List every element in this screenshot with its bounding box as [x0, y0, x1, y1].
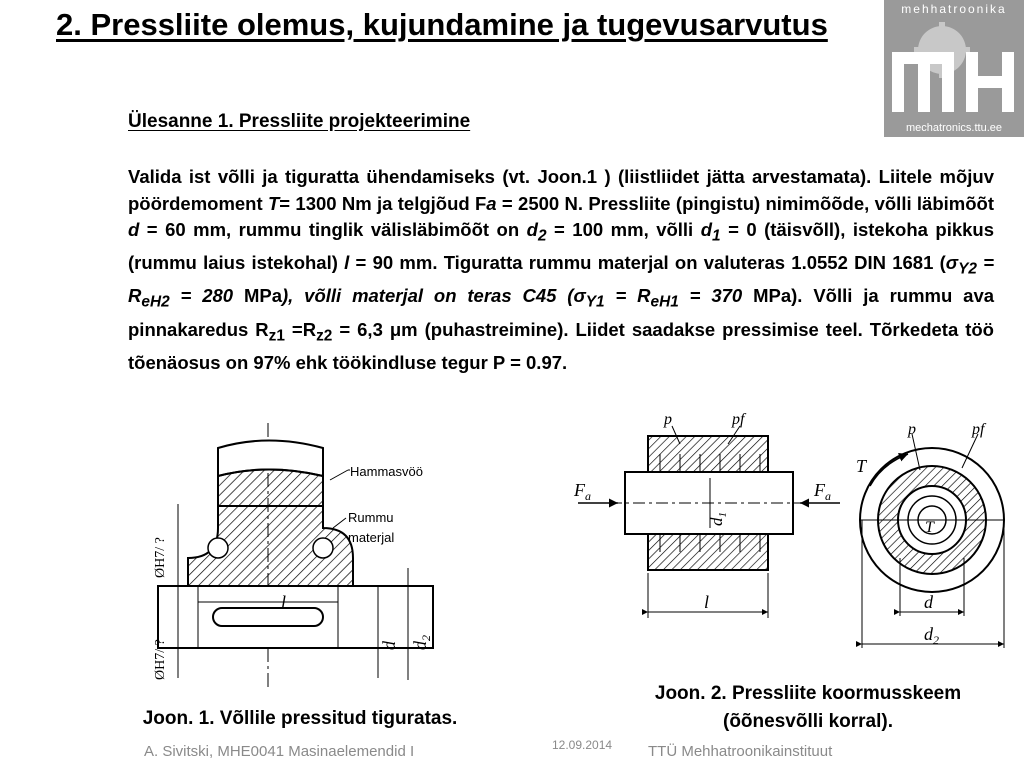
task-text: MPa: [233, 285, 282, 307]
figure2-caption-line2: (õõnesvõlli korral).: [723, 711, 893, 732]
label-axial-force-right: $F_a$: [814, 480, 831, 503]
footer-institute: TTÜ Mehhatroonikainstituut: [648, 743, 833, 760]
slide-title: 2. Pressliite olemus, kujundamine ja tugevusarvutus: [56, 7, 828, 42]
l-symbol: l: [344, 252, 350, 274]
d2-subscript: 2: [537, 227, 547, 245]
task-text: = 6,3 μm (puhastreimine). Liidet saadakse pressimise teel. Tõrkedeta töö tõenäosus on 97% ehk töökindluse tegur P = 0.97.: [128, 318, 994, 373]
task-text: = 2500 N. Pressliite (pingistu) nimimõõde, võlli läbimõõt: [496, 192, 994, 214]
label-outer-diameter: $d_2$: [924, 624, 939, 647]
logo-top-text: mehhatroonika: [901, 2, 1007, 16]
torque-symbol: T: [267, 192, 280, 214]
footer-date: 12.09.2014: [552, 738, 613, 752]
label-diameter-2: $d_2$: [410, 635, 433, 650]
label-pressure: p: [664, 411, 672, 428]
figure2-caption: [616, 680, 1000, 736]
label-length: l: [281, 592, 287, 612]
task-text: = 100 mm, võlli: [546, 219, 701, 240]
label-bore-diameter: $d_1$: [707, 512, 729, 526]
task-text: MPa). Võlli ja rummu ava pinnakaredus R: [128, 285, 995, 340]
label-friction: pf: [732, 411, 745, 428]
axial-subscript: a: [486, 192, 497, 214]
task-description: [128, 164, 994, 376]
label-fit-lower: ØH7/ ?: [153, 639, 168, 680]
task-title: Ülesanne 1. Pressliite projekteerimine: [128, 111, 471, 132]
task-text: = 0 (täisvõll), istekoha pikkus (rummu laius istekohal): [128, 219, 994, 274]
task-text: = 90 mm. Tiguratta rummu materjal on valuteras 1.0552 DIN 1681 (: [349, 252, 946, 274]
figure2-caption-line1: Joon. 2. Pressliite koormusskeem: [654, 683, 962, 704]
sigma-y2-subscript: Y2: [958, 260, 977, 278]
label-pressure-end: p: [908, 421, 916, 438]
label-hub-material-1: Rummu: [348, 510, 394, 525]
sigma-y2-value: = 280: [169, 285, 234, 307]
label-shaft-diameter: d: [924, 592, 933, 612]
sigma-y1-subscript: Y1: [585, 294, 605, 312]
sigma-y2-eq: = R: [128, 252, 994, 307]
rz1-subscript: z1: [268, 327, 285, 345]
sigma-y1: σ: [573, 285, 586, 307]
label-friction-end: pf: [972, 421, 985, 438]
sigma-y2: σ: [945, 252, 959, 274]
label-fit-upper: ØH7/ ?: [153, 537, 168, 578]
sigma-y1-eq: = R: [604, 285, 651, 307]
task-text: =R: [284, 318, 317, 340]
d1-subscript: 1: [712, 227, 721, 245]
logo-bottom-text: mechatronics.ttu.ee: [906, 122, 1002, 134]
label-fit-length: l: [704, 592, 710, 612]
task-text: Valida ist võlli ja tiguratta ühendamiseks (vt. Joon.1 ) (liistliidet jätta arvestamata). Liitele mõjuv pöördemoment: [128, 166, 994, 214]
d-symbol: d: [128, 219, 140, 240]
task-text: = 60 mm, rummu tinglik välisläbimõõt on: [139, 219, 527, 240]
sigma-y1-value: = 370: [678, 285, 743, 307]
rz2-subscript: z2: [316, 327, 333, 345]
label-torque-inner: T: [925, 519, 934, 536]
figure2-load-scheme-drawing: [570, 408, 1010, 678]
reh2-subscript: eH2: [141, 294, 170, 312]
figure1-caption: Joon. 1. Võllile pressitud tiguratas.: [142, 708, 458, 729]
d1-symbol: d: [700, 219, 713, 240]
label-torque-outer: T: [856, 456, 867, 476]
task-text: = 1300 Nm ja telgjõud F: [279, 192, 487, 214]
d2-symbol: d: [526, 219, 538, 240]
label-diameter: d: [379, 641, 399, 650]
label-gear-rim: Hammasvöö: [350, 464, 423, 479]
footer-author-course: A. Sivitski, MHE0041 Masinaelemendid I: [144, 743, 415, 760]
figure1-worm-wheel-drawing: [118, 418, 463, 700]
mechatronics-logo: [884, 0, 1024, 137]
task-text: ), võlli materjal on teras C45 (: [282, 285, 574, 307]
label-hub-material-2: materjal: [348, 530, 395, 545]
label-axial-force-left: $F_a$: [574, 480, 591, 503]
reh1-subscript: eH1: [650, 294, 679, 312]
